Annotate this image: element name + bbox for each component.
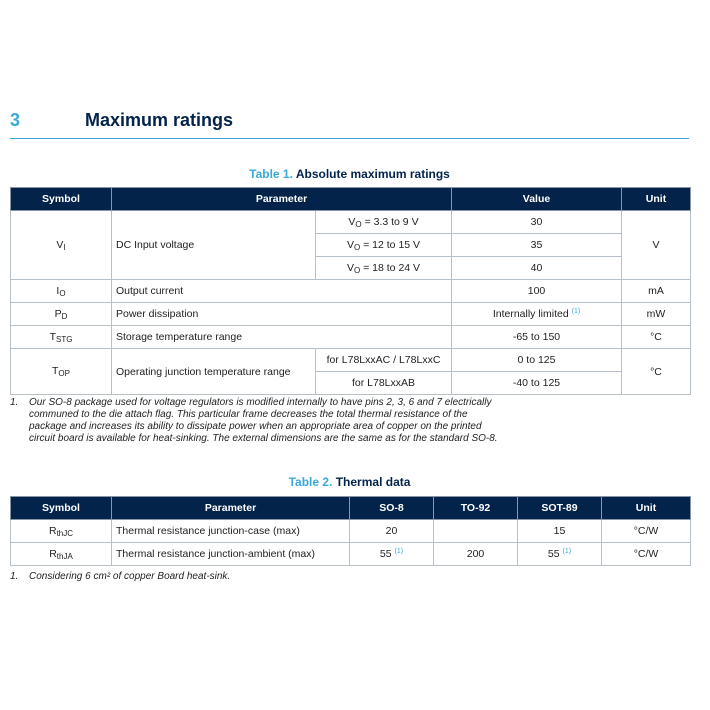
table-row xyxy=(11,303,691,326)
header-parameter: Parameter xyxy=(112,497,350,520)
header-to92: TO-92 xyxy=(434,497,518,520)
condition-cell: $V_O = 12$ to 15 V xyxy=(316,234,452,257)
condition-cell: $V_O = 3.3$ to 9 V xyxy=(316,211,452,234)
to92-cell: 200 xyxy=(434,543,518,566)
table-row xyxy=(11,543,691,566)
footnote-number: 1. xyxy=(10,397,19,408)
header-sot89: SOT-89 xyxy=(518,497,602,520)
sot89-cell: 15 xyxy=(518,520,602,543)
section-header xyxy=(10,108,689,139)
condition-cell: $V_O = 18$ to 24 V xyxy=(316,257,452,280)
footnote-line: Our SO-8 package used for voltage regulators is modified internally to have pins 2, 3, 6 and 7 electrically xyxy=(29,397,492,408)
symbol-cell: $I_O$ xyxy=(11,280,112,303)
unit-cell: °C xyxy=(622,326,691,349)
footnote-line: circuit board is available for heat-sinking. The external dimensions are the same as for the standard SO-8. xyxy=(29,433,498,444)
value-cell: -40 to 125 xyxy=(452,372,622,395)
header-unit: Unit xyxy=(602,497,691,520)
table2-caption xyxy=(10,475,689,489)
unit-cell: °C xyxy=(622,349,691,395)
symbol-cell: $V_I$ xyxy=(11,211,112,280)
table1-caption-text: Absolute maximum ratings xyxy=(295,167,450,181)
value-cell: -65 to 150 xyxy=(452,326,622,349)
footnote-line: package and increases its ability to dissipate power when an appropriate area of copper on the printed xyxy=(29,421,482,432)
table2-header-row xyxy=(11,497,691,520)
unit-cell: V xyxy=(622,211,691,280)
symbol-cell: $P_D$ xyxy=(11,303,112,326)
unit-cell: °C/W xyxy=(602,520,691,543)
header-so8: SO-8 xyxy=(350,497,434,520)
unit-cell: °C/W xyxy=(602,543,691,566)
table1-footnote xyxy=(10,397,700,445)
table-row xyxy=(11,326,691,349)
footnote-number: 1. xyxy=(10,571,19,582)
unit-cell: mW xyxy=(622,303,691,326)
condition-cell: for L78LxxAB xyxy=(316,372,452,395)
table2-footnote xyxy=(10,571,700,583)
footnote-ref[interactable]: (1) xyxy=(394,548,404,555)
header-value: Value xyxy=(452,188,622,211)
table2-caption-number: Table 2. xyxy=(288,475,333,489)
footnote-ref[interactable]: (1) xyxy=(571,308,581,315)
header-parameter: Parameter xyxy=(112,188,452,211)
symbol-cell: $R_{thJA}$ xyxy=(11,543,112,566)
section-title: Maximum ratings xyxy=(85,110,234,130)
parameter-cell: Storage temperature range xyxy=(112,326,452,349)
absolute-max-ratings-table xyxy=(10,187,691,395)
table-row xyxy=(11,520,691,543)
header-symbol: Symbol xyxy=(11,497,112,520)
table-row xyxy=(11,211,691,234)
symbol-cell: $T_{OP}$ xyxy=(11,349,112,395)
table-row xyxy=(11,280,691,303)
value-cell: 35 xyxy=(452,234,622,257)
footnote-line: communed to the die attach flag. This particular frame decreases the total thermal resistance of the xyxy=(29,409,468,420)
unit-cell: mA xyxy=(622,280,691,303)
parameter-cell: DC Input voltage xyxy=(112,211,316,280)
parameter-cell: Thermal resistance junction-case (max) xyxy=(112,520,350,543)
header-symbol: Symbol xyxy=(11,188,112,211)
sot89-cell: 55 $^{(1)}$ xyxy=(518,543,602,566)
table1-caption xyxy=(10,167,689,181)
footnote-ref[interactable]: (1) xyxy=(562,548,572,555)
symbol-cell: $R_{thJC}$ xyxy=(11,520,112,543)
table-row xyxy=(11,349,691,372)
value-cell: 30 xyxy=(452,211,622,234)
footnote-line: Considering 6 cm² of copper Board heat-sink. xyxy=(29,571,231,582)
table1-caption-number: Table 1. xyxy=(249,167,293,181)
so8-cell: 55 $^{(1)}$ xyxy=(350,543,434,566)
header-unit: Unit xyxy=(622,188,691,211)
value-cell: 0 to 125 xyxy=(452,349,622,372)
condition-cell: for L78LxxAC / L78LxxC xyxy=(316,349,452,372)
value-cell: Internally limited $^{(1)}$ xyxy=(452,303,622,326)
parameter-cell: Thermal resistance junction-ambient (max) xyxy=(112,543,350,566)
parameter-cell: Output current xyxy=(112,280,452,303)
to92-cell xyxy=(434,520,518,543)
section-number: 3 xyxy=(10,110,21,130)
table2-caption-text: Thermal data xyxy=(335,475,411,489)
value-cell: 40 xyxy=(452,257,622,280)
value-cell: 100 xyxy=(452,280,622,303)
parameter-cell: Operating junction temperature range xyxy=(112,349,316,395)
thermal-data-table xyxy=(10,496,691,566)
so8-cell: 20 xyxy=(350,520,434,543)
symbol-cell: $T_{STG}$ xyxy=(11,326,112,349)
parameter-cell: Power dissipation xyxy=(112,303,452,326)
table1-header-row xyxy=(11,188,691,211)
